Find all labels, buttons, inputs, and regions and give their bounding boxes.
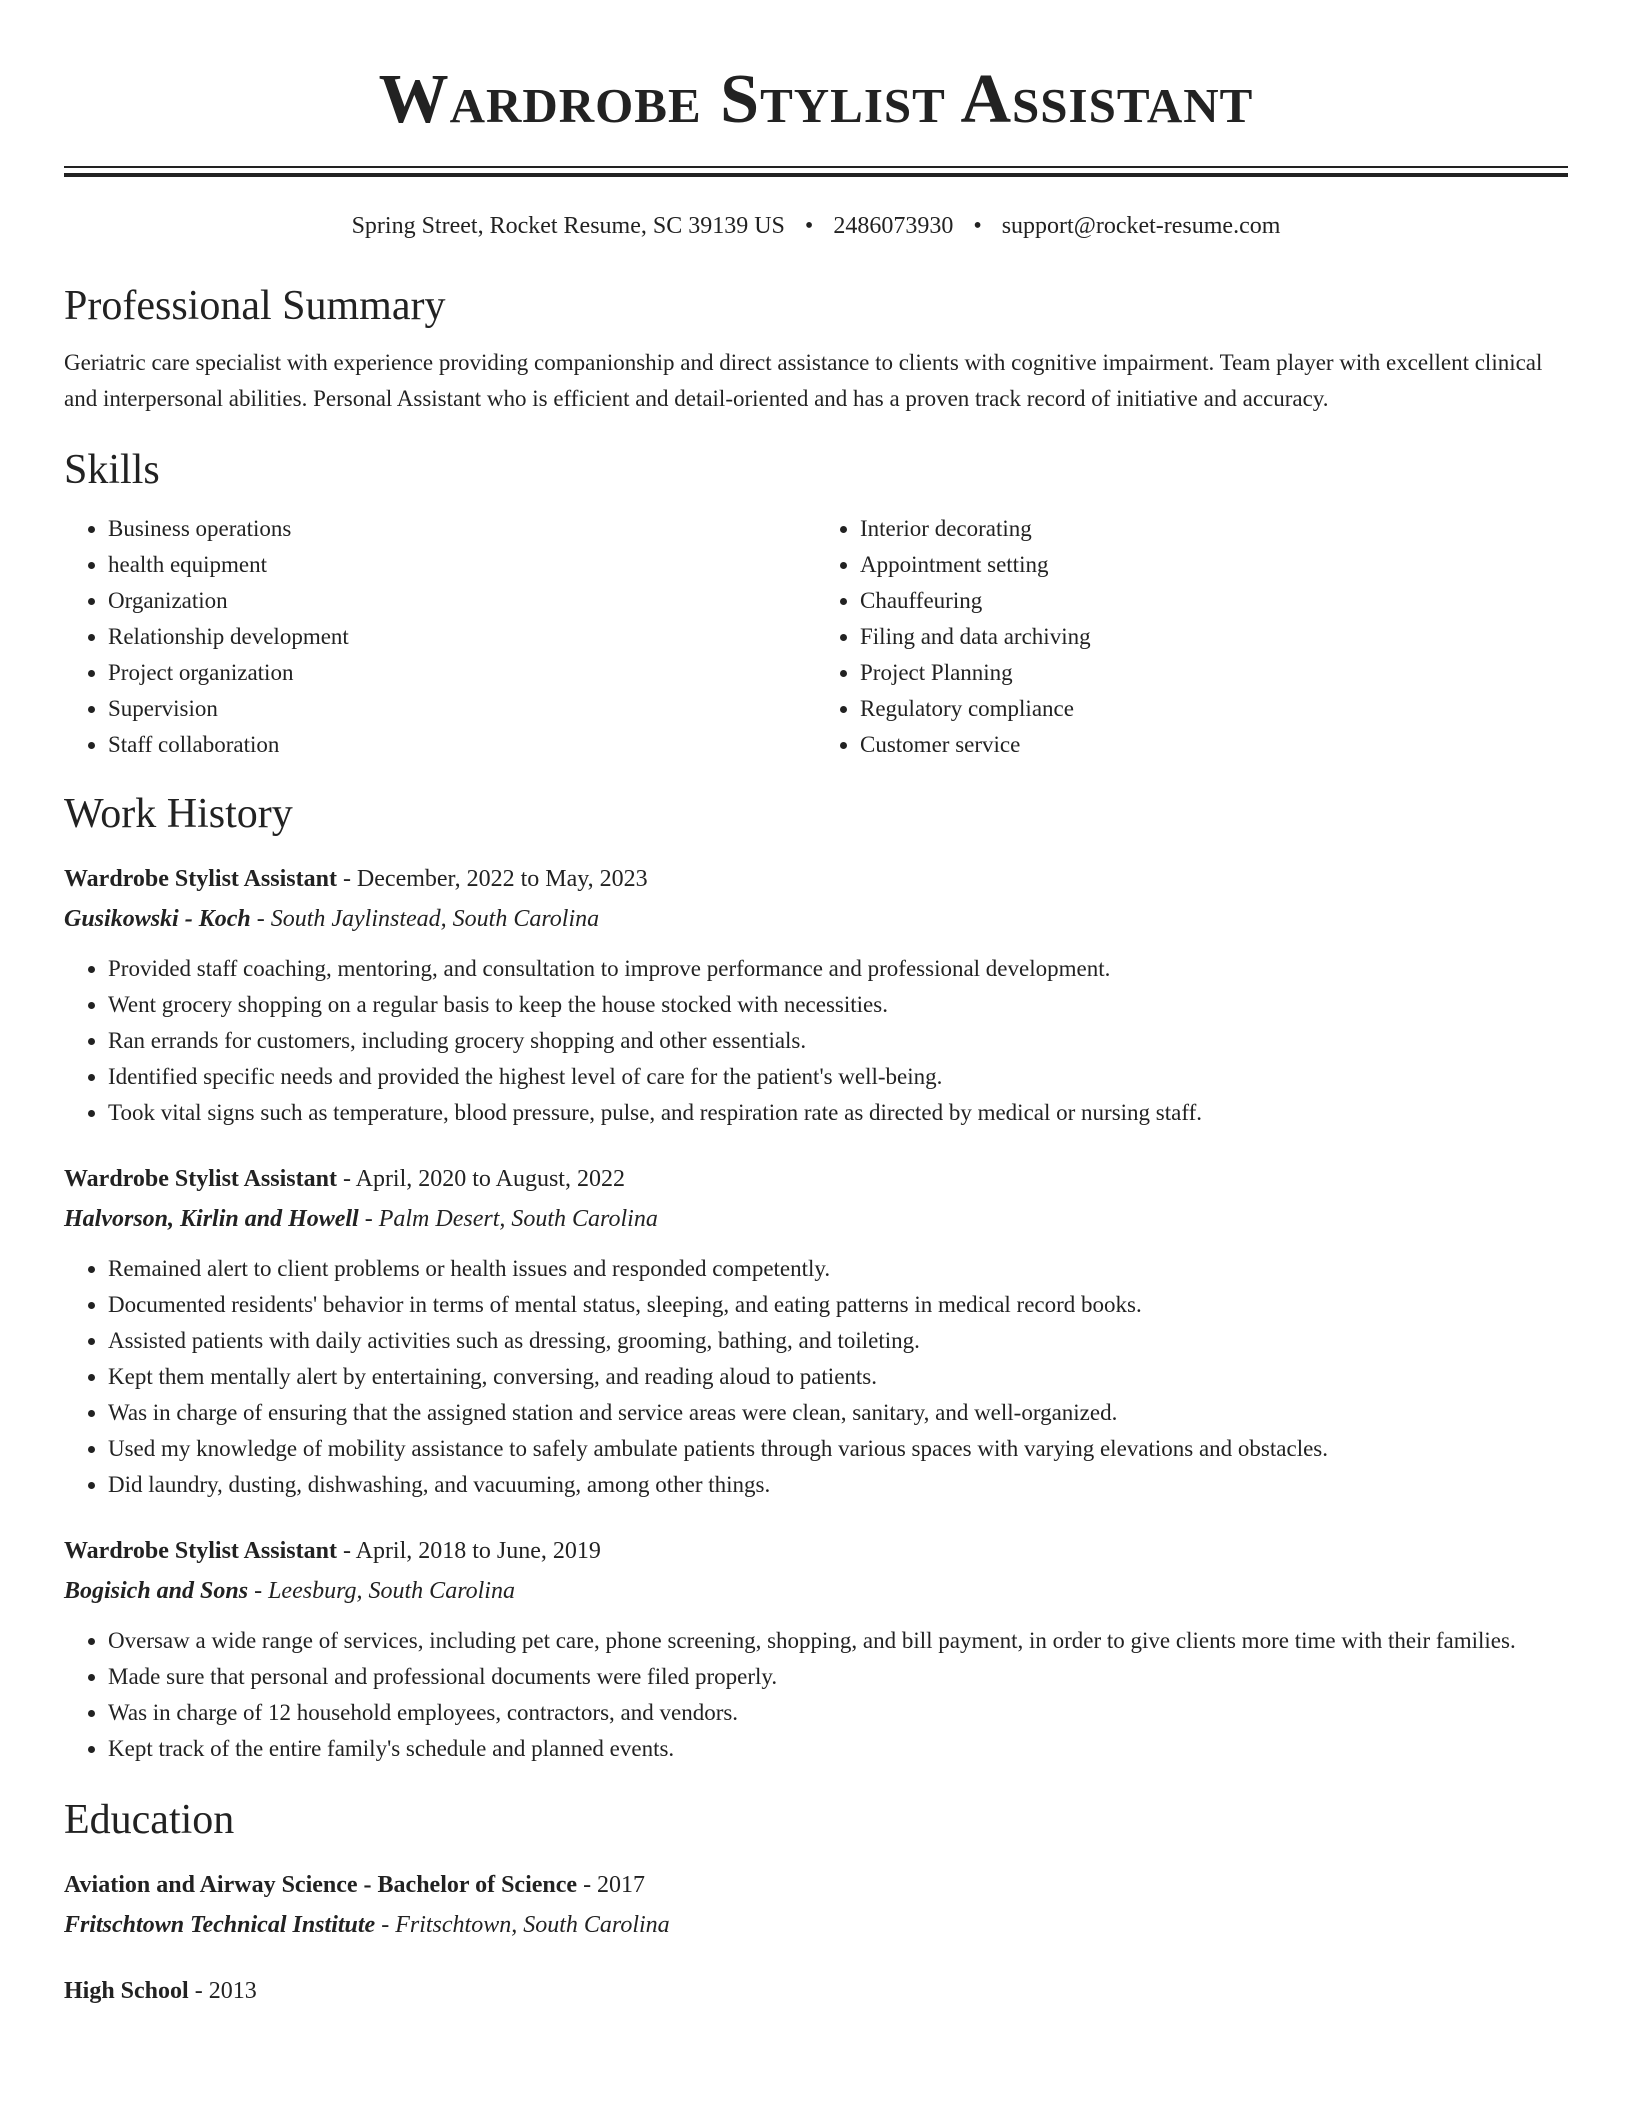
- education-entry: [64, 1973, 1568, 2009]
- contact-separator: •: [804, 213, 814, 239]
- skill-item: • Regulatory compliance: [860, 691, 1568, 727]
- job-location: - Leesburg, South Carolina: [248, 1578, 515, 1604]
- job-title-line: [64, 861, 1568, 897]
- job-bullet: • Kept them mentally alert by entertaining, conversing, and reading aloud to patients.: [108, 1359, 1568, 1395]
- skill-item: • Filing and data archiving: [860, 619, 1568, 655]
- skill-item: • Relationship development: [108, 619, 816, 655]
- job-bullet: • Remained alert to client problems or health issues and responded competently.: [108, 1251, 1568, 1287]
- job-entry: [64, 1533, 1568, 1767]
- skill-item: • Organization: [108, 583, 816, 619]
- job-dates: - April, 2018 to June, 2019: [336, 1538, 601, 1564]
- job-bullet: • Took vital signs such as temperature, blood pressure, pulse, and respiration rate as directed by medical or nursing staff.: [108, 1095, 1568, 1131]
- contact-phone: 2486073930: [833, 213, 954, 239]
- education-degree-line: [64, 1867, 1568, 1903]
- job-company: Halvorson, Kirlin and Howell: [64, 1206, 359, 1232]
- skill-item: • Project organization: [108, 655, 816, 691]
- skills-columns: [64, 511, 1568, 763]
- job-title: Wardrobe Stylist Assistant: [64, 866, 337, 892]
- divider-line-thin: [64, 166, 1568, 168]
- job-dates: - April, 2020 to August, 2022: [336, 1166, 625, 1192]
- section-heading-education: Education: [64, 1797, 235, 1843]
- job-company: Gusikowski - Koch: [64, 906, 251, 932]
- job-bullets: [64, 951, 1568, 1131]
- education-year: - 2013: [188, 1978, 257, 2004]
- skill-item: • Appointment setting: [860, 547, 1568, 583]
- job-company-line: [64, 1573, 1568, 1609]
- job-bullet: • Ran errands for customers, including grocery shopping and other essentials.: [108, 1023, 1568, 1059]
- education-entry: [64, 1867, 1568, 1943]
- job-bullet: • Went grocery shopping on a regular basis to keep the house stocked with necessities.: [108, 987, 1568, 1023]
- job-company-line: [64, 1201, 1568, 1237]
- job-bullets: [64, 1251, 1568, 1503]
- job-bullet: • Was in charge of 12 household employees, contractors, and vendors.: [108, 1695, 1568, 1731]
- resume-title: Wardrobe Stylist Assistant: [378, 61, 1254, 138]
- education-school: Fritschtown Technical Institute: [64, 1912, 376, 1938]
- job-bullet: • Provided staff coaching, mentoring, and consultation to improve performance and professional development.: [108, 951, 1568, 987]
- job-bullet: • Used my knowledge of mobility assistance to safely ambulate patients through various spaces with varying elevations and obstacles.: [108, 1431, 1568, 1467]
- skill-item: • Project Planning: [860, 655, 1568, 691]
- job-title: Wardrobe Stylist Assistant: [64, 1166, 337, 1192]
- job-bullet: • Did laundry, dusting, dishwashing, and vacuuming, among other things.: [108, 1467, 1568, 1503]
- contact-separator: •: [973, 213, 982, 239]
- education-degree: High School: [64, 1978, 189, 2004]
- contact-address: Spring Street, Rocket Resume, SC 39139 US: [351, 213, 785, 239]
- education-year: - 2017: [577, 1872, 646, 1898]
- skills-list-right: [816, 511, 1568, 763]
- section-heading-skills: Skills: [64, 447, 160, 493]
- job-entry: [64, 1161, 1568, 1503]
- job-company: Bogisich and Sons: [64, 1578, 249, 1604]
- job-bullet: • Assisted patients with daily activities such as dressing, grooming, bathing, and toileting.: [108, 1323, 1568, 1359]
- education-school-line: [64, 1907, 1568, 1943]
- skill-item: • Customer service: [860, 727, 1568, 763]
- job-bullet: • Made sure that personal and professional documents were filed properly.: [108, 1659, 1568, 1695]
- job-company-line: [64, 901, 1568, 937]
- summary-text: Geriatric care specialist with experience providing companionship and direct assistance to clients with cognitive impairment. Team player with excellent clinical and interpersonal abilities. Personal Assistant who is efficient and detail-oriented and has a proven track record of initiative and accuracy.: [64, 350, 1543, 411]
- section-heading-summary: Professional Summary: [64, 283, 446, 329]
- education-degree: Aviation and Airway Science - Bachelor of Science: [64, 1872, 578, 1898]
- contact-email: support@rocket-resume.com: [1001, 213, 1281, 239]
- skill-item: • health equipment: [108, 547, 816, 583]
- divider-line-thick: [64, 173, 1568, 177]
- job-bullet: • Oversaw a wide range of services, including pet care, phone screening, shopping, and bill payment, in order to give clients more time with their families.: [108, 1623, 1568, 1659]
- skill-item: • Business operations: [108, 511, 816, 547]
- job-dates: - December, 2022 to May, 2023: [336, 866, 648, 892]
- job-bullet: • Identified specific needs and provided the highest level of care for the patient's well-being.: [108, 1059, 1568, 1095]
- skill-item: • Chauffeuring: [860, 583, 1568, 619]
- skill-item: • Staff collaboration: [108, 727, 816, 763]
- skill-item: • Supervision: [108, 691, 816, 727]
- job-location: - Palm Desert, South Carolina: [358, 1206, 658, 1232]
- skills-list-left: [64, 511, 816, 763]
- job-title-line: [64, 1533, 1568, 1569]
- job-title: Wardrobe Stylist Assistant: [64, 1538, 337, 1564]
- job-bullet: • Was in charge of ensuring that the assigned station and service areas were clean, sanitary, and well-organized.: [108, 1395, 1568, 1431]
- contact-line: [64, 211, 1568, 241]
- education-location: - Fritschtown, South Carolina: [375, 1912, 670, 1938]
- job-bullet: • Documented residents' behavior in terms of mental status, sleeping, and eating patterns in medical record books.: [108, 1287, 1568, 1323]
- job-location: - South Jaylinstead, South Carolina: [250, 906, 600, 932]
- section-heading-work-history: Work History: [64, 791, 293, 837]
- skill-item: • Interior decorating: [860, 511, 1568, 547]
- job-title-line: [64, 1161, 1568, 1197]
- job-entry: [64, 861, 1568, 1131]
- education-degree-line: [64, 1973, 1568, 2009]
- job-bullet: • Kept track of the entire family's schedule and planned events.: [108, 1731, 1568, 1767]
- title-divider: [64, 166, 1568, 177]
- job-bullets: [64, 1623, 1568, 1767]
